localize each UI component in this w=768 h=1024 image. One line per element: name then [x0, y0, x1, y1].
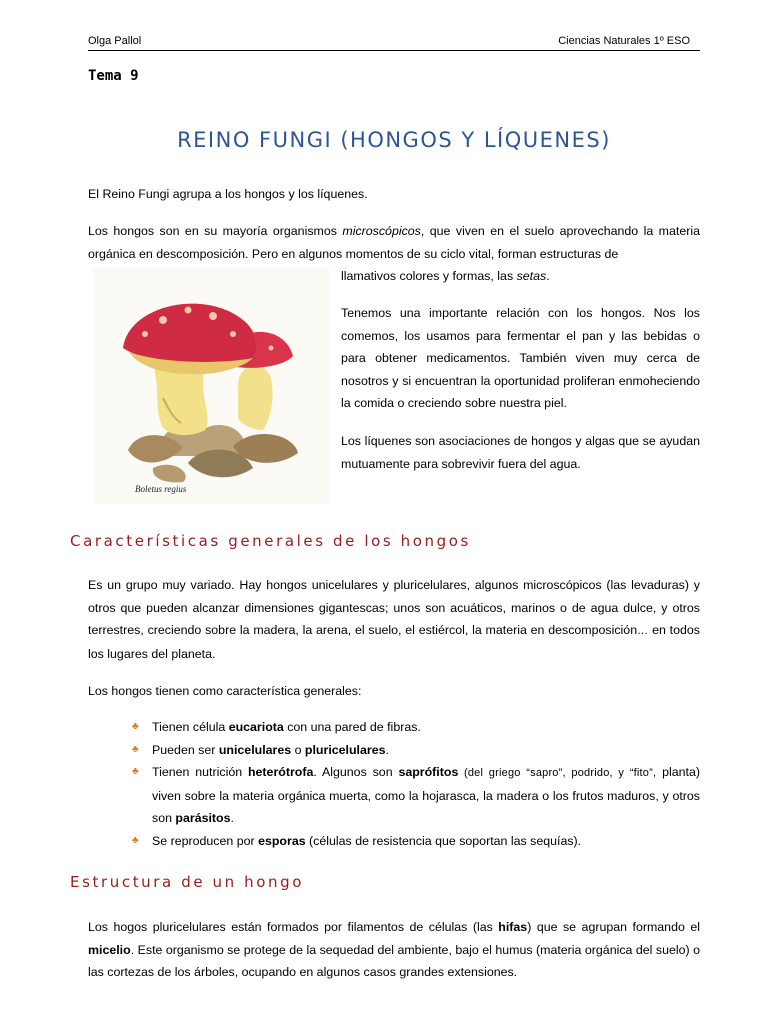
caracteristicas-list [128, 716, 700, 852]
section-heading-caracteristicas: Características generales de los hongos [70, 532, 471, 550]
header-course: Ciencias Naturales 1º ESO [558, 35, 690, 47]
page-header [88, 32, 700, 51]
intro-paragraph-2-end: llamativos colores y formas, las setas. [341, 269, 550, 283]
boletus-image [93, 268, 329, 504]
caracteristicas-paragraph-2: Los hongos tienen como característica generales: [88, 684, 362, 698]
caracteristicas-paragraph-1: Es un grupo muy variado. Hay hongos unicelulares y pluricelulares, algunos microscópicos (las levaduras) y otros que pueden alcanzar dimensiones gigantescas; unos son acuáticos, marinos o de agua dulce, y otros terrestres, creciendo sobre la madera, la arena, el suelo, el estiércol, la materia en descomposición… en todos los lugares del planeta. [88, 578, 700, 661]
list-item: ♣ Tienen nutrición heterótrofa. Algunos son saprófitos (del griego “sapro”, podrido, y “fito”, planta) viven sobre la materia orgánica muerta, como la hojarasca, la madera o los frutos maduros, y otros son parásitos. [128, 761, 700, 830]
intro-paragraph-3: Tenemos una importante relación con los hongos. Nos los comemos, los usamos para fermentar el pan y las bebidas o para obtener medicamentos. También viven muy cerca de nosotros y si encuentran la oportunidad proliferan enmoheciendo la comida o creciendo sobre nuestra piel. [341, 306, 700, 410]
club-icon: ♣ [132, 766, 139, 777]
intro-paragraph-1: El Reino Fungi agrupa a los hongos y los líquenes. [88, 187, 368, 201]
list-item: ♣ Tienen célula eucariota con una pared de fibras. [128, 716, 700, 739]
list-item: ♣ Pueden ser unicelulares o pluricelulares. [128, 739, 700, 762]
list-item: ♣ Se reproducen por esporas (células de resistencia que soportan las sequías). [128, 830, 700, 853]
tema-label: Tema 9 [88, 68, 139, 84]
estructura-paragraph-1: Los hogos pluricelulares están formados por filamentos de células (las hifas) que se agrupan formando el micelio. Este organismo se protege de la sequedad del ambiente, bajo el humus (materia orgánica del suelo) o las cortezas de los árboles, ocupando en algunos casos grandes extensiones. [88, 920, 700, 979]
club-icon: ♣ [132, 743, 139, 755]
page-title: REINO FUNGI (HONGOS Y LÍQUENES) [177, 128, 611, 152]
image-caption: Boletus regius [135, 484, 187, 494]
header-author: Olga Pallol [88, 35, 142, 47]
intro-paragraph-2: Los hongos son en su mayoría organismos microscópicos, que viven en el suelo aprovechando la materia orgánica en descomposición. Pero en algunos momentos de su ciclo vital, forman estructuras de [88, 224, 700, 261]
intro-paragraph-4: Los líquenes son asociaciones de hongos y algas que se ayudan mutuamente para sobrevivir fuera del agua. [341, 434, 700, 471]
mushroom-illustration [93, 268, 329, 504]
club-icon: ♣ [132, 721, 139, 732]
club-icon: ♣ [132, 834, 139, 846]
section-heading-estructura: Estructura de un hongo [70, 873, 304, 891]
